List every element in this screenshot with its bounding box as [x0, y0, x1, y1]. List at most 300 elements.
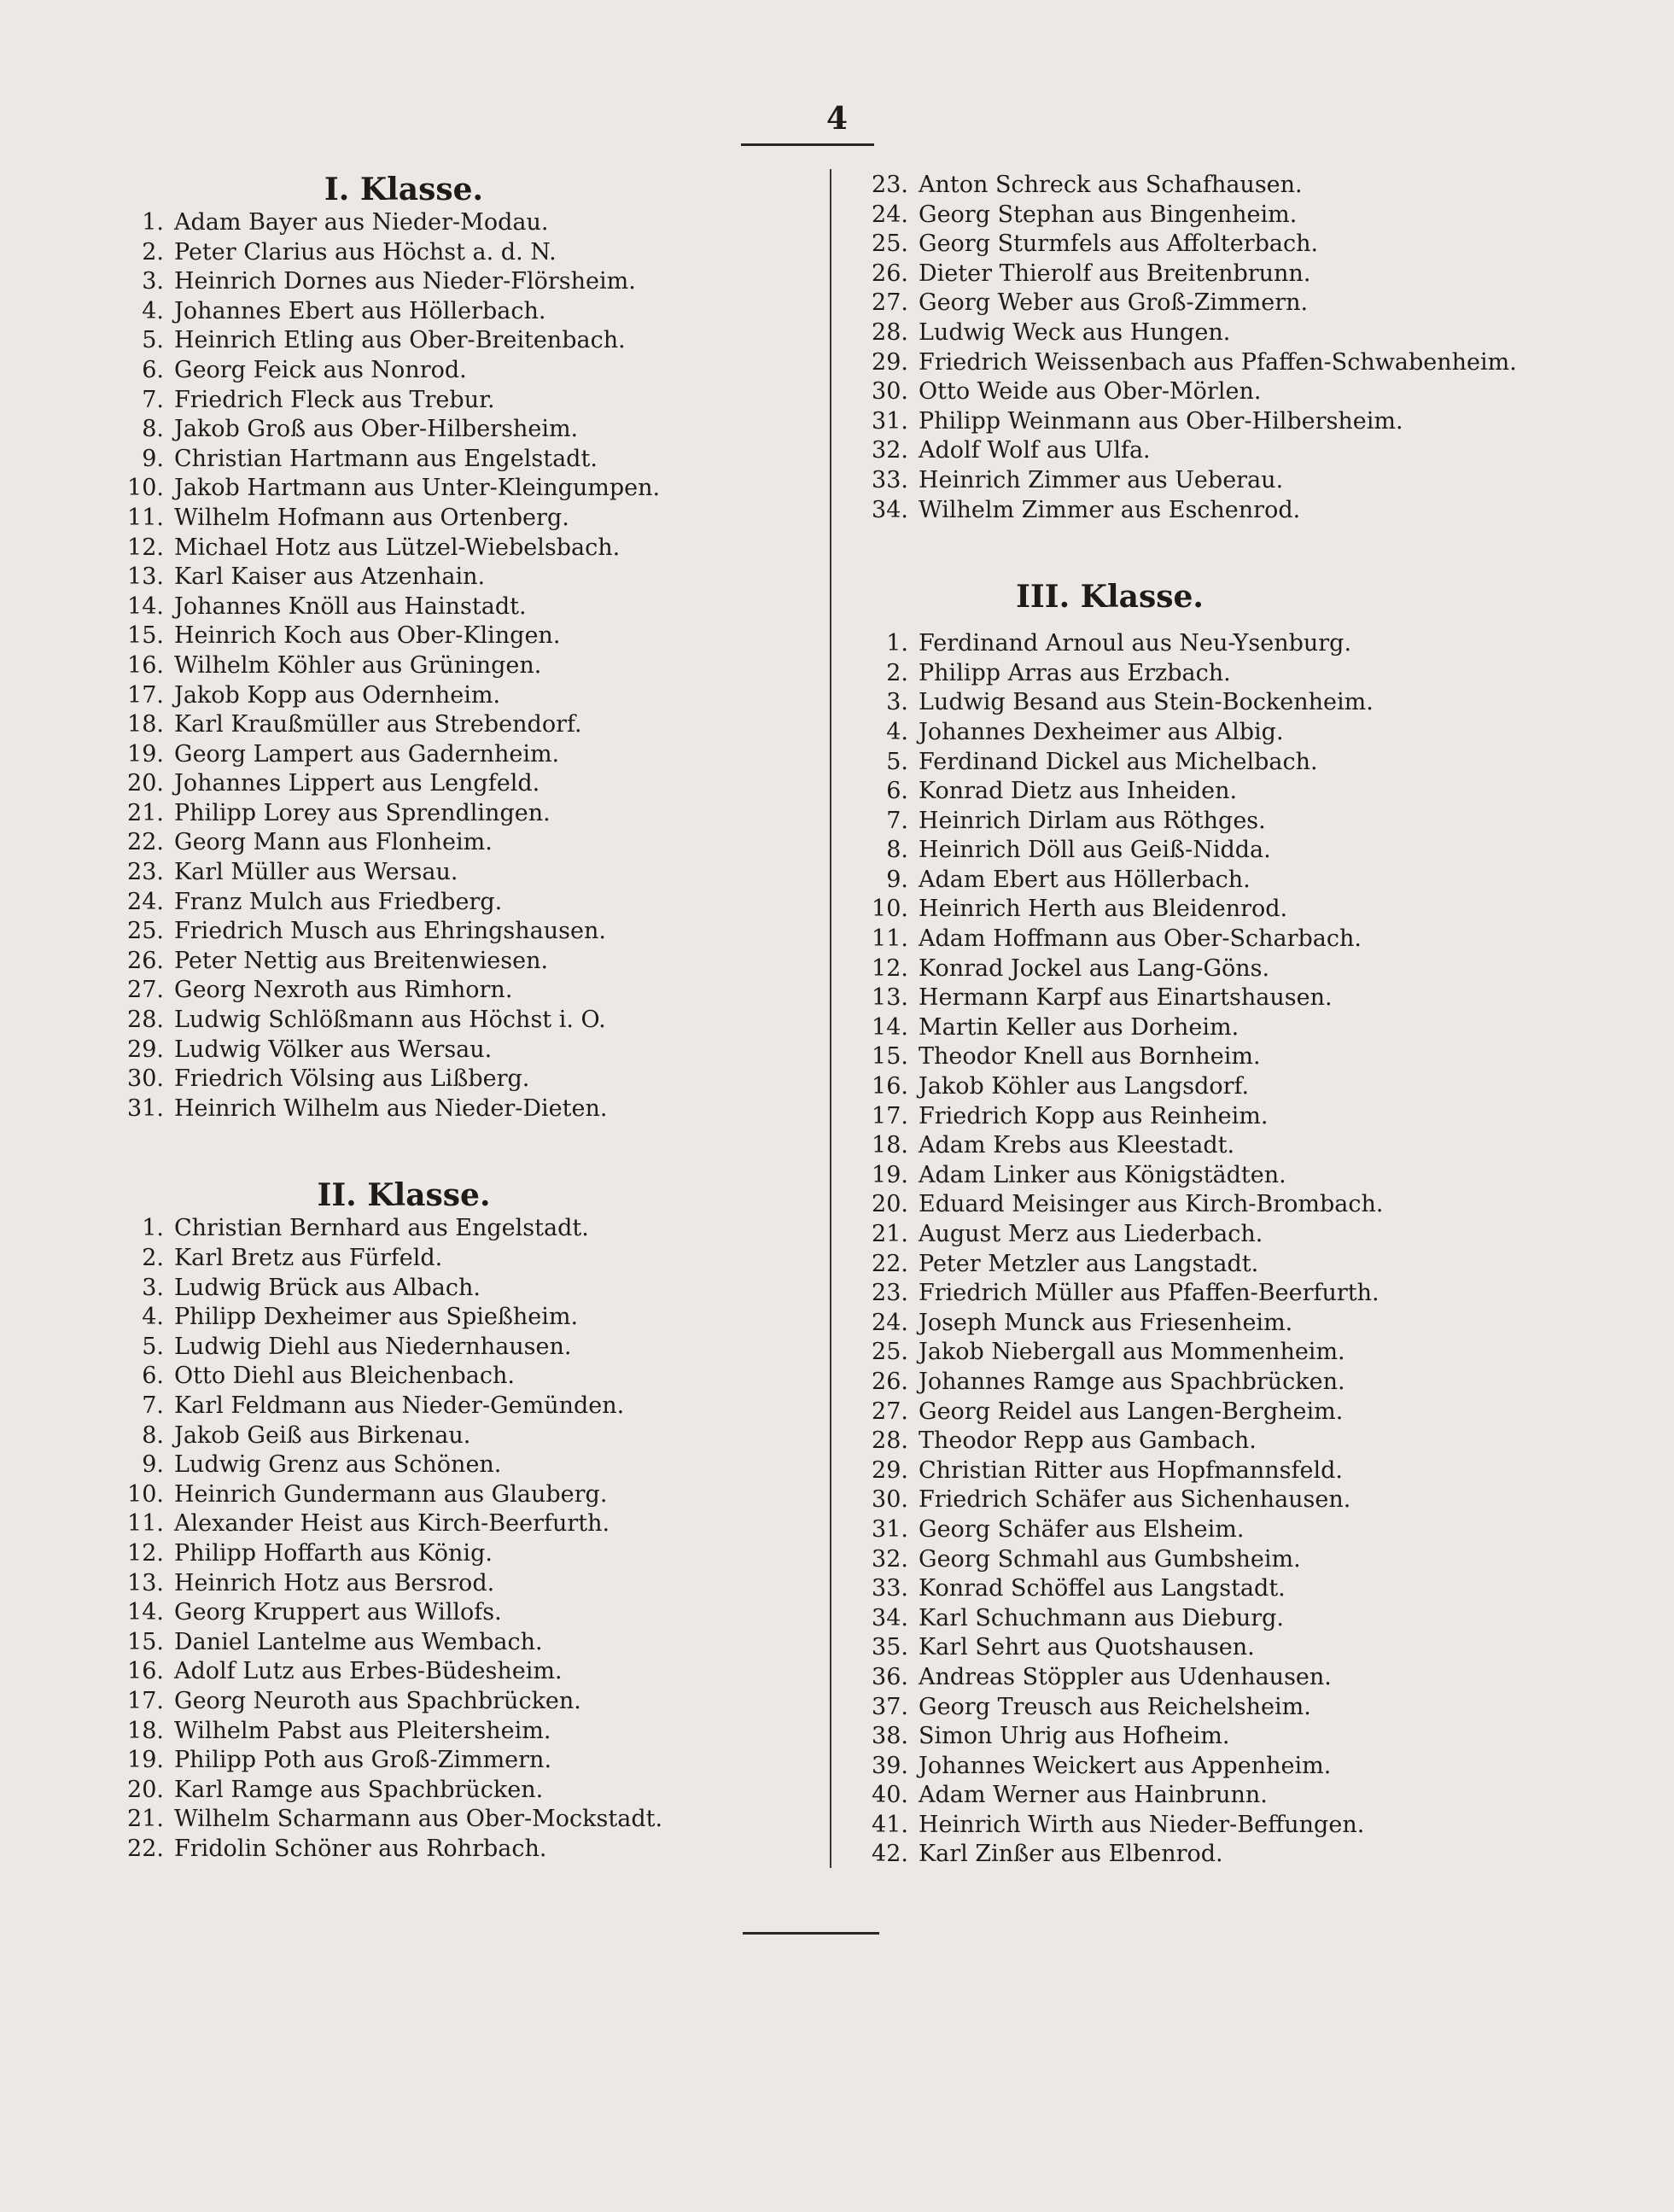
entry-number: 25.: [872, 1339, 908, 1366]
entry-number: 20.: [127, 770, 164, 797]
list-item: [109, 1598, 809, 1628]
entry-text: Karl Bretz aus Fürfeld.: [174, 1245, 443, 1271]
list-item: [854, 407, 1605, 437]
entry-text: Philipp Lorey aus Sprendlingen.: [174, 799, 551, 826]
entry-number: 30.: [127, 1065, 164, 1093]
list-item: [109, 1628, 809, 1658]
list-item: [109, 1036, 809, 1065]
entry-text: Simon Uhrig aus Hofheim.: [919, 1723, 1230, 1750]
list-item: [854, 1752, 1605, 1782]
entry-number: 21.: [127, 1806, 164, 1833]
list-item: [854, 1013, 1605, 1043]
list-item: [109, 917, 809, 947]
entry-number: 37.: [872, 1693, 908, 1720]
entry-number: 31.: [872, 1515, 908, 1543]
entry-number: 12.: [127, 1539, 164, 1567]
entry-number: 5.: [142, 327, 164, 354]
list-item: [109, 1006, 809, 1036]
entry-text: Georg Feick aus Nonrod.: [174, 356, 467, 383]
entry-text: Karl Kraußmüller aus Strebendorf.: [174, 711, 582, 738]
entry-number: 19.: [872, 1161, 908, 1188]
entry-text: Wilhelm Scharmann aus Ober-Mockstadt.: [174, 1806, 663, 1833]
list-klasse-1: [109, 208, 809, 1124]
list-item: [854, 436, 1605, 466]
entry-text: Adolf Lutz aus Erbes-Büdesheim.: [174, 1658, 563, 1685]
entry-number: 34.: [872, 496, 908, 523]
entry-number: 19.: [127, 740, 164, 767]
entry-text: Karl Müller aus Wersau.: [174, 859, 458, 886]
entry-number: 2.: [142, 238, 164, 266]
entry-number: 24.: [872, 201, 908, 228]
entry-text: Adam Werner aus Hainbrunn.: [919, 1782, 1268, 1809]
list-item: [854, 983, 1605, 1013]
list-item: [854, 289, 1605, 318]
entry-number: 24.: [872, 1309, 908, 1336]
entry-text: Georg Sturmfels aus Affolterbach.: [919, 231, 1319, 258]
entry-number: 16.: [127, 651, 164, 679]
entry-text: Fridolin Schöner aus Rohrbach.: [174, 1835, 547, 1862]
entry-number: 18.: [127, 1717, 164, 1744]
list-item: [854, 659, 1605, 689]
list-item: [109, 208, 809, 238]
list-item: [109, 1214, 809, 1244]
list-item: [854, 807, 1605, 837]
list-item: [109, 651, 809, 681]
list-item: [854, 1722, 1605, 1752]
list-item: [854, 1220, 1605, 1250]
entry-text: Friedrich Völsing aus Lißberg.: [174, 1065, 530, 1093]
entry-number: 26.: [872, 260, 908, 287]
list-item: [854, 1161, 1605, 1191]
entry-number: 13.: [127, 563, 164, 591]
entry-number: 7.: [142, 386, 164, 413]
list-item: [854, 1515, 1605, 1545]
entry-number: 26.: [127, 947, 164, 974]
entry-number: 16.: [127, 1658, 164, 1685]
list-item: [854, 629, 1605, 659]
list-item: [854, 1693, 1605, 1723]
entry-text: Friedrich Müller aus Pfaffen-Beerfurth.: [919, 1280, 1379, 1307]
entry-number: 41.: [872, 1811, 908, 1838]
list-item: [854, 688, 1605, 718]
entry-text: Philipp Weinmann aus Ober-Hilbersheim.: [919, 407, 1403, 435]
entry-number: 14.: [872, 1013, 908, 1041]
list-item: [109, 1509, 809, 1539]
list-item: [109, 1480, 809, 1510]
entry-number: 42.: [872, 1841, 908, 1868]
list-item: [109, 828, 809, 858]
list-item: [854, 1072, 1605, 1102]
entry-text: Adam Ebert aus Höllerbach.: [919, 866, 1251, 893]
list-item: [854, 954, 1605, 984]
list-item: [109, 976, 809, 1006]
list-item: [854, 1811, 1605, 1841]
entry-text: Ludwig Brück aus Albach.: [174, 1274, 481, 1301]
entry-number: 2.: [142, 1245, 164, 1271]
entry-number: 23.: [872, 1280, 908, 1307]
section-heading-klasse-3: III. Klasse.: [1016, 579, 1204, 616]
entry-text: Johannes Dexheimer aus Albig.: [919, 718, 1284, 745]
list-item: [109, 1392, 809, 1421]
entry-text: Philipp Dexheimer aus Spießheim.: [174, 1304, 579, 1331]
entry-number: 10.: [872, 896, 908, 923]
list-item: [854, 777, 1605, 807]
list-item: [109, 1303, 809, 1333]
entry-text: Jakob Groß aus Ober-Hilbersheim.: [174, 416, 579, 443]
entry-number: 24.: [127, 888, 164, 915]
entry-text: Georg Nexroth aus Rimhorn.: [174, 977, 513, 1004]
entry-text: Friedrich Musch aus Ehringshausen.: [174, 918, 606, 945]
entry-text: Karl Feldmann aus Nieder-Gemünden.: [174, 1392, 625, 1419]
list-item: [109, 326, 809, 356]
entry-number: 3.: [142, 268, 164, 295]
entry-text: Ludwig Grenz aus Schönen.: [174, 1451, 502, 1479]
list-klasse-2-part-1: [109, 1214, 809, 1864]
list-item: [109, 1094, 809, 1124]
entry-text: Ferdinand Dickel aus Michelbach.: [919, 748, 1318, 775]
list-item: [109, 1687, 809, 1717]
entry-number: 21.: [872, 1221, 908, 1247]
entry-number: 27.: [127, 977, 164, 1004]
entry-number: 15.: [127, 1628, 164, 1655]
entry-text: Anton Schreck aus Schafhausen.: [919, 172, 1303, 198]
entry-text: Karl Sehrt aus Quotshausen.: [919, 1634, 1255, 1661]
entry-number: 8.: [142, 1421, 164, 1449]
entry-number: 32.: [872, 437, 908, 464]
entry-text: Heinrich Etling aus Ober-Breitenbach.: [174, 327, 626, 354]
entry-text: Hermann Karpf aus Einartshausen.: [919, 984, 1333, 1012]
list-item: [109, 386, 809, 416]
list-item: [854, 201, 1605, 231]
top-rule: [741, 143, 874, 146]
entry-number: 12.: [127, 534, 164, 561]
entry-text: August Merz aus Liederbach.: [919, 1221, 1263, 1247]
list-item: [109, 1717, 809, 1747]
entry-number: 19.: [127, 1747, 164, 1774]
entry-number: 4.: [142, 297, 164, 324]
entry-number: 14.: [127, 592, 164, 620]
entry-text: Ludwig Diehl aus Niedernhausen.: [174, 1333, 572, 1360]
list-item: [109, 1333, 809, 1363]
entry-text: Peter Metzler aus Langstadt.: [919, 1250, 1259, 1277]
entry-text: Theodor Repp aus Gambach.: [919, 1427, 1257, 1455]
entry-text: Ludwig Schlößmann aus Höchst i. O.: [174, 1007, 606, 1034]
list-item: [854, 866, 1605, 896]
entry-text: Konrad Jockel aus Lang-Göns.: [919, 954, 1270, 982]
entry-text: Eduard Meisinger aus Kirch-Brombach.: [919, 1191, 1384, 1218]
list-item: [109, 1539, 809, 1569]
entry-text: Georg Lampert aus Gadernheim.: [174, 740, 560, 767]
list-item: [854, 1604, 1605, 1634]
list-item: [109, 622, 809, 651]
entry-number: 14.: [127, 1599, 164, 1626]
entry-number: 26.: [872, 1368, 908, 1395]
list-item: [109, 504, 809, 534]
list-item: [854, 1840, 1605, 1870]
entry-number: 1.: [886, 630, 908, 657]
list-item: [109, 1244, 809, 1274]
entry-text: Karl Ramge aus Spachbrücken.: [174, 1776, 544, 1803]
entry-text: Georg Neuroth aus Spachbrücken.: [174, 1687, 581, 1714]
entry-number: 25.: [127, 918, 164, 945]
entry-number: 29.: [872, 348, 908, 376]
entry-number: 33.: [872, 1575, 908, 1602]
entry-text: Wilhelm Zimmer aus Eschenrod.: [919, 496, 1301, 523]
entry-text: Georg Kruppert aus Willofs.: [174, 1599, 502, 1626]
list-item: [109, 297, 809, 327]
list-item: [854, 836, 1605, 866]
entry-number: 17.: [872, 1102, 908, 1129]
entry-number: 36.: [872, 1663, 908, 1690]
list-item: [854, 1545, 1605, 1575]
list-item: [109, 474, 809, 504]
column-divider: [830, 169, 831, 1868]
section-gap: [109, 1124, 809, 1176]
list-item: [854, 260, 1605, 289]
entry-text: Christian Bernhard aus Engelstadt.: [174, 1215, 589, 1242]
entry-text: Andreas Stöppler aus Udenhausen.: [919, 1663, 1332, 1690]
entry-text: Friedrich Schäfer aus Sichenhausen.: [919, 1486, 1351, 1514]
entry-number: 8.: [142, 416, 164, 443]
entry-text: Georg Stephan aus Bingenheim.: [919, 201, 1298, 228]
entry-text: Johannes Ebert aus Höllerbach.: [174, 297, 546, 324]
entry-number: 2.: [886, 659, 908, 686]
list-item: [109, 445, 809, 475]
entry-text: Heinrich Zimmer aus Ueberau.: [919, 466, 1284, 493]
entry-number: 12.: [872, 954, 908, 982]
entry-number: 1.: [142, 1215, 164, 1242]
list-item: [854, 1633, 1605, 1663]
entry-text: Heinrich Hotz aus Bersrod.: [174, 1569, 495, 1596]
entry-number: 11.: [127, 1510, 164, 1538]
list-item: [854, 1485, 1605, 1515]
list-item: [854, 1398, 1605, 1427]
entry-number: 22.: [872, 1250, 908, 1277]
entry-number: 15.: [127, 622, 164, 650]
entry-text: Otto Diehl aus Bleichenbach.: [174, 1363, 515, 1390]
entry-text: Jakob Kopp aus Odernheim.: [174, 681, 501, 709]
entry-text: Jakob Niebergall aus Mommenheim.: [919, 1339, 1345, 1366]
list-item: [109, 1421, 809, 1451]
entry-number: 27.: [872, 289, 908, 317]
entry-text: Georg Mann aus Flonheim.: [174, 829, 493, 856]
list-item: [109, 769, 809, 799]
list-item: [109, 1657, 809, 1687]
entry-number: 39.: [872, 1752, 908, 1779]
entry-number: 34.: [872, 1604, 908, 1631]
list-item: [854, 1309, 1605, 1339]
entry-text: Daniel Lantelme aus Wembach.: [174, 1628, 543, 1655]
entry-text: Peter Clarius aus Höchst a. d. N.: [174, 238, 557, 266]
entry-number: 31.: [872, 407, 908, 435]
entry-number: 10.: [127, 1480, 164, 1508]
section-gap: [854, 525, 1605, 578]
entry-text: Philipp Hoffarth aus König.: [174, 1539, 493, 1567]
bottom-rule: [743, 1932, 879, 1935]
entry-text: Alexander Heist aus Kirch-Beerfurth.: [174, 1510, 610, 1538]
entry-text: Georg Schmahl aus Gumbsheim.: [919, 1545, 1301, 1573]
entry-text: Karl Kaiser aus Atzenhain.: [174, 563, 486, 591]
entry-number: 28.: [872, 318, 908, 346]
left-column: [109, 171, 809, 1864]
list-item: [854, 1427, 1605, 1456]
list-item: [854, 925, 1605, 954]
entry-number: 5.: [142, 1333, 164, 1360]
section-heading-klasse-1: I. Klasse.: [324, 172, 484, 207]
entry-text: Christian Hartmann aus Engelstadt.: [174, 445, 598, 472]
entry-text: Georg Reidel aus Langen-Bergheim.: [919, 1398, 1344, 1425]
entry-text: Adam Linker aus Königstädten.: [919, 1161, 1286, 1188]
entry-text: Wilhelm Pabst aus Pleitersheim.: [174, 1717, 551, 1744]
entry-number: 7.: [886, 807, 908, 834]
list-item: [854, 318, 1605, 348]
entry-number: 32.: [872, 1545, 908, 1573]
list-item: [854, 466, 1605, 496]
entry-number: 4.: [886, 718, 908, 745]
list-item: [854, 1781, 1605, 1811]
list-item: [109, 1776, 809, 1806]
entry-number: 17.: [127, 1687, 164, 1714]
entry-text: Philipp Poth aus Groß-Zimmern.: [174, 1747, 552, 1774]
entry-text: Heinrich Koch aus Ober-Klingen.: [174, 622, 561, 650]
list-item: [854, 496, 1605, 526]
list-klasse-2-part-2: [854, 171, 1605, 525]
list-item: [854, 1250, 1605, 1280]
entry-number: 18.: [127, 711, 164, 738]
entry-text: Heinrich Dornes aus Nieder-Flörsheim.: [174, 268, 636, 295]
entry-number: 8.: [886, 837, 908, 864]
list-item: [854, 1574, 1605, 1604]
list-item: [109, 799, 809, 829]
list-item: [854, 230, 1605, 260]
entry-number: 28.: [872, 1427, 908, 1455]
section-heading-klasse-2: II. Klasse.: [317, 1177, 491, 1214]
list-item: [109, 1450, 809, 1480]
entry-number: 3.: [142, 1274, 164, 1301]
entry-text: Heinrich Herth aus Bleidenrod.: [919, 896, 1288, 923]
entry-number: 20.: [872, 1191, 908, 1218]
list-item: [109, 356, 809, 386]
list-item: [109, 1362, 809, 1392]
entry-text: Adam Bayer aus Nieder-Modau.: [174, 209, 549, 236]
entry-number: 30.: [872, 378, 908, 406]
entry-text: Friedrich Weissenbach aus Pfaffen-Schwabenheim.: [919, 348, 1517, 376]
list-item: [109, 1746, 809, 1776]
entry-text: Jakob Köhler aus Langsdorf.: [919, 1073, 1250, 1100]
entry-number: 17.: [127, 681, 164, 709]
entry-number: 21.: [127, 799, 164, 826]
list-item: [109, 238, 809, 268]
entry-number: 9.: [142, 445, 164, 472]
entry-text: Franz Mulch aus Friedberg.: [174, 888, 503, 915]
entry-number: 7.: [142, 1392, 164, 1419]
entry-text: Dieter Thierolf aus Breitenbrunn.: [919, 260, 1311, 287]
list-item: [109, 858, 809, 888]
list-item: [109, 534, 809, 563]
entry-number: 22.: [127, 829, 164, 856]
entry-text: Johannes Ramge aus Spachbrücken.: [919, 1368, 1345, 1395]
entry-number: 13.: [872, 984, 908, 1012]
entry-number: 28.: [127, 1007, 164, 1034]
list-item: [854, 1190, 1605, 1220]
list-item: [109, 1274, 809, 1304]
entry-number: 3.: [886, 689, 908, 716]
entry-text: Georg Weber aus Groß-Zimmern.: [919, 289, 1309, 317]
list-item: [109, 947, 809, 977]
right-column: [854, 171, 1605, 1870]
entry-text: Joseph Munck aus Friesenheim.: [919, 1309, 1293, 1336]
list-item: [109, 710, 809, 740]
list-item: [854, 1456, 1605, 1486]
entry-number: 6.: [142, 1363, 164, 1390]
entry-number: 23.: [872, 172, 908, 198]
entry-text: Heinrich Wilhelm aus Nieder-Dieten.: [174, 1094, 608, 1122]
entry-number: 10.: [127, 475, 164, 502]
list-item: [854, 1131, 1605, 1161]
entry-text: Konrad Dietz aus Inheiden.: [919, 778, 1238, 805]
entry-text: Karl Zinßer aus Elbenrod.: [919, 1841, 1223, 1868]
list-item: [854, 1663, 1605, 1693]
entry-text: Georg Schäfer aus Elsheim.: [919, 1515, 1245, 1543]
entry-text: Adam Hoffmann aus Ober-Scharbach.: [919, 925, 1362, 953]
entry-text: Jakob Geiß aus Birkenau.: [174, 1421, 471, 1449]
list-item: [854, 1102, 1605, 1132]
entry-number: 22.: [127, 1835, 164, 1862]
entry-number: 13.: [127, 1569, 164, 1596]
entry-number: 18.: [872, 1132, 908, 1159]
entry-text: Wilhelm Hofmann aus Ortenberg.: [174, 504, 569, 531]
list-item: [109, 267, 809, 297]
list-item: [854, 348, 1605, 378]
entry-text: Peter Nettig aus Breitenwiesen.: [174, 947, 549, 974]
entry-text: Johannes Knöll aus Hainstadt.: [174, 592, 527, 620]
entry-number: 9.: [142, 1451, 164, 1479]
list-item: [109, 740, 809, 770]
entry-text: Martin Keller aus Dorheim.: [919, 1013, 1239, 1041]
entry-text: Wilhelm Köhler aus Grüningen.: [174, 651, 542, 679]
list-item: [109, 592, 809, 622]
entry-text: Friedrich Kopp aus Reinheim.: [919, 1102, 1269, 1129]
entry-text: Christian Ritter aus Hopfmannsfeld.: [919, 1456, 1343, 1484]
entry-text: Adam Krebs aus Kleestadt.: [919, 1132, 1235, 1159]
list-item: [854, 1279, 1605, 1309]
entry-text: Friedrich Fleck aus Trebur.: [174, 386, 495, 413]
list-item: [854, 1368, 1605, 1398]
list-item: [109, 1569, 809, 1599]
entry-number: 38.: [872, 1723, 908, 1750]
list-item: [109, 415, 809, 445]
entry-text: Heinrich Gundermann aus Glauberg.: [174, 1480, 608, 1508]
list-item: [109, 1835, 809, 1865]
entry-number: 6.: [142, 356, 164, 383]
entry-text: Ludwig Besand aus Stein-Bockenheim.: [919, 689, 1374, 716]
entry-text: Ludwig Weck aus Hungen.: [919, 318, 1231, 346]
entry-number: 15.: [872, 1043, 908, 1071]
list-item: [109, 563, 809, 592]
entry-text: Johannes Weickert aus Appenheim.: [919, 1752, 1332, 1779]
entry-number: 27.: [872, 1398, 908, 1425]
list-item: [854, 1338, 1605, 1368]
entry-number: 29.: [872, 1456, 908, 1484]
list-item: [854, 748, 1605, 778]
entry-number: 30.: [872, 1486, 908, 1514]
list-item: [109, 1065, 809, 1094]
entry-number: 29.: [127, 1036, 164, 1063]
list-klasse-3: [854, 629, 1605, 1870]
entry-number: 25.: [872, 231, 908, 258]
entry-text: Theodor Knell aus Bornheim.: [919, 1043, 1261, 1071]
entry-number: 9.: [886, 866, 908, 893]
